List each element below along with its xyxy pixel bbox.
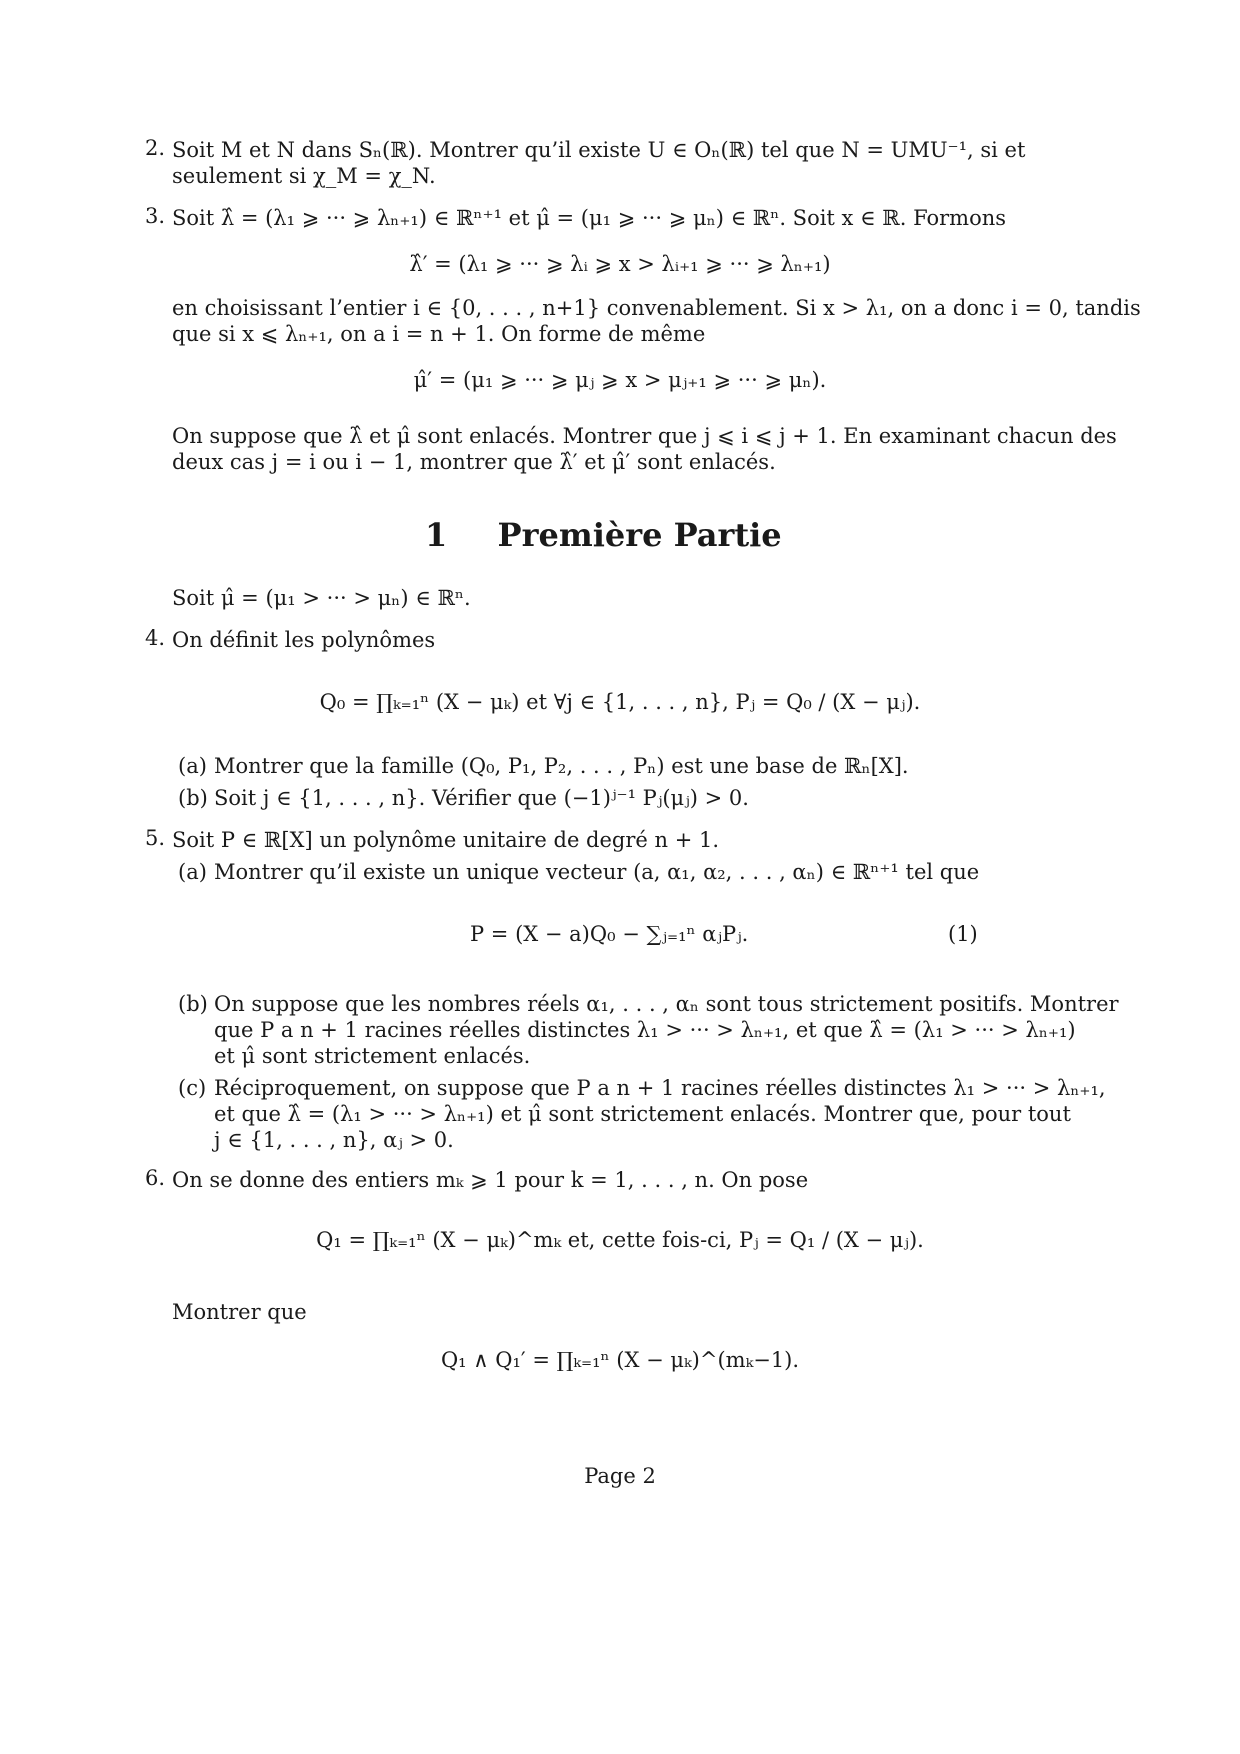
q5-c-line3: j ∈ {1, . . . , n}, αⱼ > 0. — [214, 1128, 454, 1152]
q2-line1: Soit M et N dans Sₙ(ℝ). Montrer qu’il existe U ∈ Oₙ(ℝ) tel que N = UMU⁻¹, si et — [172, 138, 1026, 162]
q3-line3: que si x ⩽ λₙ₊₁, on a i = n + 1. On forme de même — [172, 322, 706, 346]
q4-line1: On définit les polynômes — [172, 628, 436, 652]
q5-c-line1: Réciproquement, on suppose que P a n + 1 racines réelles distinctes λ₁ > ··· > λₙ₊₁, — [214, 1076, 1106, 1100]
q5-b-line2: que P a n + 1 racines réelles distinctes λ₁ > ··· > λₙ₊₁, et que λ̂ = (λ₁ > ··· > λₙ₊₁) — [214, 1018, 1076, 1042]
q5-line1: Soit P ∈ ℝ[X] un polynôme unitaire de degré n + 1. — [172, 828, 720, 852]
q5-b-line3: et μ̂ sont strictement enlacés. — [214, 1044, 531, 1068]
q5-a-label: (a) — [178, 860, 207, 884]
section-title: Première Partie — [497, 516, 782, 554]
q3-equation-lambda-prime: λ̂′ = (λ₁ ⩾ ··· ⩾ λᵢ ⩾ x > λᵢ₊₁ ⩾ ··· ⩾ λₙ₊₁) — [409, 252, 831, 276]
item-number-4: 4. — [145, 626, 166, 650]
q4-b-text: Soit j ∈ {1, . . . , n}. Vérifier que (−1)ʲ⁻¹ Pⱼ(μⱼ) > 0. — [214, 786, 749, 810]
section-number: 1 — [425, 516, 448, 554]
q5-a-text: Montrer qu’il existe un unique vecteur (a, α₁, α₂, . . . , αₙ) ∈ ℝⁿ⁺¹ tel que — [214, 860, 980, 884]
q6-equation-1: Q₁ = ∏ₖ₌₁ⁿ (X − μₖ)^mₖ et, cette fois-ci, Pⱼ = Q₁ / (X − μⱼ). — [316, 1228, 924, 1252]
q5-c-line2: et que λ̂ = (λ₁ > ··· > λₙ₊₁) et μ̂ sont strictement enlacés. Montrer que, pour tout — [214, 1102, 1071, 1126]
q5-b-line1: On suppose que les nombres réels α₁, . . . , αₙ sont tous strictement positifs. Montrer — [214, 992, 1119, 1016]
section-intro: Soit μ̂ = (μ₁ > ··· > μₙ) ∈ ℝⁿ. — [172, 586, 471, 610]
q5-equation: P = (X − a)Q₀ − ∑ⱼ₌₁ⁿ αⱼPⱼ. — [470, 922, 749, 946]
item-number-5: 5. — [145, 826, 166, 850]
equation-number: (1) — [948, 922, 978, 946]
q2-line2: seulement si χ_M = χ_N. — [172, 164, 436, 188]
q3-line4: On suppose que λ̂ et μ̂ sont enlacés. Montrer que j ⩽ i ⩽ j + 1. En examinant chacun des — [172, 424, 1117, 448]
section-heading — [425, 516, 782, 554]
q4-a-text: Montrer que la famille (Q₀, P₁, P₂, . . . , Pₙ) est une base de ℝₙ[X]. — [214, 754, 909, 778]
q5-c-label: (c) — [178, 1076, 207, 1100]
item-number-2: 2. — [145, 136, 166, 160]
page-number: Page 2 — [584, 1464, 656, 1488]
q3-line1: Soit λ̂ = (λ₁ ⩾ ··· ⩾ λₙ₊₁) ∈ ℝⁿ⁺¹ et μ̂ = (μ₁ ⩾ ··· ⩾ μₙ) ∈ ℝⁿ. Soit x ∈ ℝ. Formons — [172, 206, 1007, 230]
q5-b-label: (b) — [178, 992, 208, 1016]
q3-equation-mu-prime: μ̂′ = (μ₁ ⩾ ··· ⩾ μⱼ ⩾ x > μⱼ₊₁ ⩾ ··· ⩾ μₙ). — [413, 368, 827, 392]
item-number-6: 6. — [145, 1166, 166, 1190]
q6-line2: Montrer que — [172, 1300, 307, 1324]
q4-b-label: (b) — [178, 786, 208, 810]
q6-equation-2: Q₁ ∧ Q₁′ = ∏ₖ₌₁ⁿ (X − μₖ)^(mₖ−1). — [440, 1348, 800, 1372]
q3-line5: deux cas j = i ou i − 1, montrer que λ̂′ et μ̂′ sont enlacés. — [172, 450, 776, 474]
item-number-3: 3. — [145, 204, 166, 228]
q3-line2: en choisissant l’entier i ∈ {0, . . . , n+1} convenablement. Si x > λ₁, on a donc i = 0, tandis — [172, 296, 1141, 320]
q6-line1: On se donne des entiers mₖ ⩾ 1 pour k = 1, . . . , n. On pose — [172, 1168, 809, 1192]
q4-a-label: (a) — [178, 754, 207, 778]
q4-equation: Q₀ = ∏ₖ₌₁ⁿ (X − μₖ) et ∀j ∈ {1, . . . , n}, Pⱼ = Q₀ / (X − μⱼ). — [319, 690, 921, 714]
